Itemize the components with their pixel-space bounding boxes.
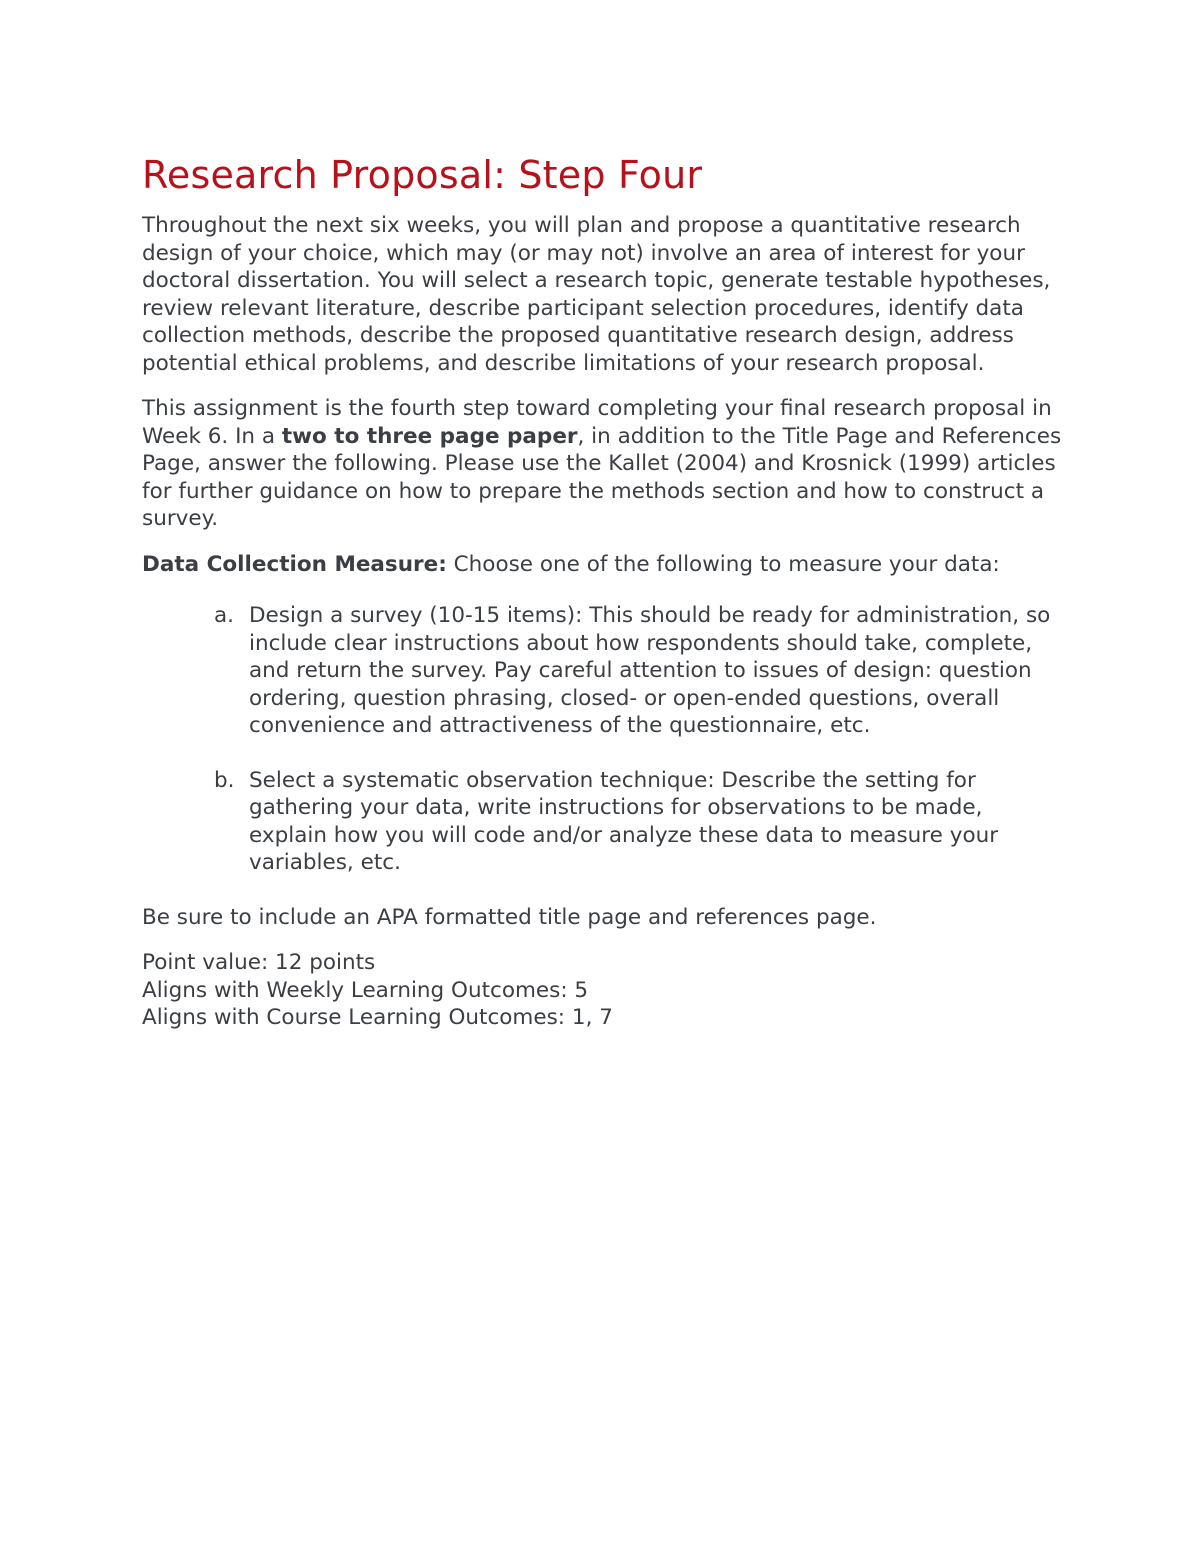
measure-paragraph bbox=[142, 551, 1062, 579]
option-item-observation bbox=[214, 767, 1062, 877]
assignment-text-start: This assignment is the fourth step toward completing your final research proposal in Week 6. In a bbox=[142, 396, 1052, 449]
option-text: Design a survey (10-15 items): This should be ready for administration, so include clear instructions about how respondents should take, complete, and return the survey. Pay careful attention to issues of design: question ordering, question phrasing, closed- or open-ended questions, overall convenience and attractiveness of the questionnaire, etc. bbox=[249, 603, 1051, 738]
assignment-paragraph bbox=[142, 395, 1062, 533]
course-outcomes: Aligns with Course Learning Outcomes: 1, 7 bbox=[142, 1005, 613, 1030]
page-title: Research Proposal: Step Four bbox=[142, 153, 703, 197]
option-item-survey bbox=[214, 602, 1062, 740]
page-length-emphasis: two to three page paper bbox=[281, 423, 578, 449]
assignment-text-end: , in addition to the Title Page and References Page, answer the following. Please use the Kallet (2004) and Krosnick (1999) articles for further guidance on how to prepare the methods section and how to construct a survey. bbox=[142, 423, 1062, 531]
options-list bbox=[142, 602, 1062, 877]
weekly-outcomes: Aligns with Weekly Learning Outcomes: 5 bbox=[142, 977, 589, 1003]
assignment-meta bbox=[142, 949, 1062, 1032]
intro-paragraph: Throughout the next six weeks, you will plan and propose a quantitative research design of your choice, which may (or may not) involve an area of interest for your doctoral dissertation. You will select a research topic, generate testable hypotheses, review relevant literature, describe participant selection procedures, identify data collection methods, describe the proposed quantitative research design, address potential ethical problems, and describe limitations of your research proposal. bbox=[142, 213, 1051, 376]
option-marker: a. bbox=[214, 603, 235, 628]
measure-text: Choose one of the following to measure your data: bbox=[446, 551, 1000, 577]
measure-label: Data Collection Measure: bbox=[142, 551, 447, 577]
document-page bbox=[142, 148, 1062, 1032]
point-value: Point value: 12 points bbox=[142, 950, 376, 975]
reminder-paragraph: Be sure to include an APA formatted title page and references page. bbox=[142, 904, 877, 930]
option-marker: b. bbox=[214, 767, 235, 793]
option-text: Select a systematic observation technique: Describe the setting for gathering your data, write instructions for observations to be made, explain how you will code and/or analyze these data to measure your variables, etc. bbox=[249, 767, 999, 875]
